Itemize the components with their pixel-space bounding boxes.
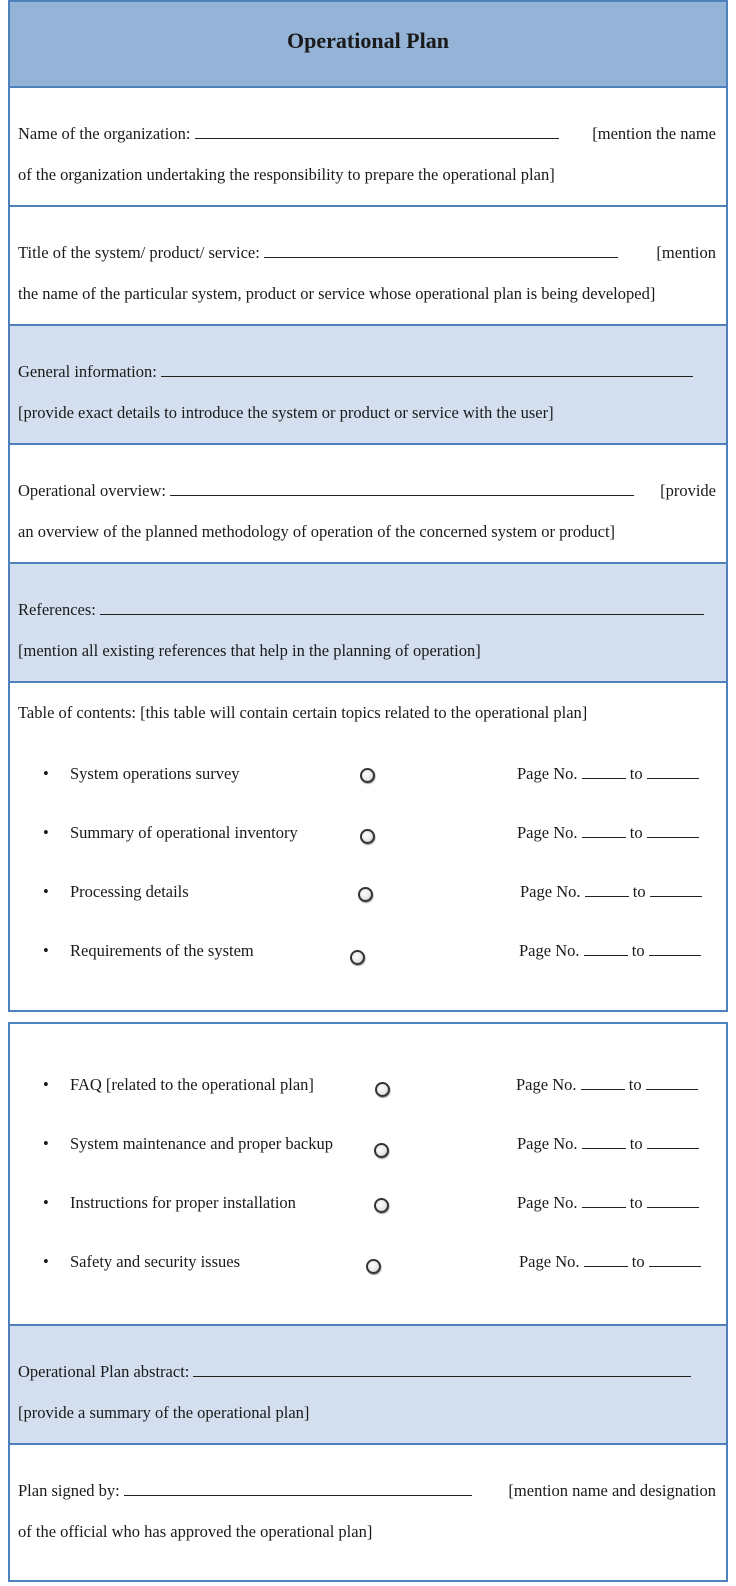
toc-item-label: Processing details bbox=[70, 882, 189, 901]
to-label: to bbox=[629, 1193, 643, 1212]
signed-by-input[interactable] bbox=[124, 1482, 472, 1496]
operational-overview-hint-2: an overview of the planned methodology of operation of the concerned system or product] bbox=[18, 522, 616, 541]
toc-item-label: Requirements of the system bbox=[70, 941, 254, 960]
page-from-input[interactable] bbox=[585, 883, 629, 897]
system-title-hint-1: [mention bbox=[656, 243, 716, 262]
bullet-icon: • bbox=[43, 1134, 49, 1153]
system-title-section bbox=[10, 207, 726, 326]
page-title: Operational Plan bbox=[287, 28, 449, 53]
page-from-input[interactable] bbox=[581, 1076, 625, 1090]
page-label: Page No. bbox=[520, 882, 581, 901]
toc-radio[interactable] bbox=[360, 768, 375, 783]
operational-overview-hint-1: [provide bbox=[660, 481, 716, 500]
to-label: to bbox=[631, 1252, 645, 1271]
form-page-1 bbox=[8, 0, 728, 1012]
page-to-input[interactable] bbox=[647, 824, 699, 838]
signed-by-hint-2: of the official who has approved the operational plan] bbox=[18, 1522, 373, 1541]
organization-section bbox=[10, 88, 726, 207]
page-from-input[interactable] bbox=[582, 1135, 626, 1149]
operational-overview-input[interactable] bbox=[170, 482, 634, 496]
toc-radio[interactable] bbox=[374, 1198, 389, 1213]
page-to-input[interactable] bbox=[647, 1135, 699, 1149]
toc-item-label: Summary of operational inventory bbox=[70, 823, 298, 842]
toc-radio[interactable] bbox=[360, 829, 375, 844]
abstract-label: Operational Plan abstract: bbox=[18, 1362, 190, 1381]
signed-by-section bbox=[10, 1445, 726, 1580]
signed-by-label: Plan signed by: bbox=[18, 1481, 120, 1500]
page-label: Page No. bbox=[516, 1075, 577, 1094]
toc-radio[interactable] bbox=[350, 950, 365, 965]
page-to-input[interactable] bbox=[647, 765, 699, 779]
toc-radio[interactable] bbox=[366, 1259, 381, 1274]
page-from-input[interactable] bbox=[582, 1194, 626, 1208]
general-info-input[interactable] bbox=[161, 363, 693, 377]
page-to-input[interactable] bbox=[647, 1194, 699, 1208]
to-label: to bbox=[629, 764, 643, 783]
bullet-icon: • bbox=[43, 823, 49, 842]
bullet-icon: • bbox=[43, 882, 49, 901]
references-input[interactable] bbox=[100, 601, 704, 615]
bullet-icon: • bbox=[43, 764, 49, 783]
system-title-label: Title of the system/ product/ service: bbox=[18, 243, 260, 262]
toc-item bbox=[10, 823, 726, 847]
organization-input[interactable] bbox=[195, 125, 559, 139]
toc-label: Table of contents: [this table will contain certain topics related to the operational plan] bbox=[18, 703, 588, 722]
page-from-input[interactable] bbox=[584, 1253, 628, 1267]
page-to-input[interactable] bbox=[649, 1253, 701, 1267]
page-label: Page No. bbox=[517, 823, 578, 842]
toc-continued-section bbox=[10, 1024, 726, 1326]
general-info-hint: [provide exact details to introduce the system or product or service with the user] bbox=[18, 403, 554, 422]
toc-item bbox=[10, 941, 726, 965]
to-label: to bbox=[629, 1134, 643, 1153]
page-to-input[interactable] bbox=[650, 883, 702, 897]
system-title-hint-2: the name of the particular system, product or service whose operational plan is being developed] bbox=[18, 284, 656, 303]
page-from-input[interactable] bbox=[584, 942, 628, 956]
organization-hint-2: of the organization undertaking the responsibility to prepare the operational plan] bbox=[18, 165, 555, 184]
organization-label: Name of the organization: bbox=[18, 124, 191, 143]
general-info-label: General information: bbox=[18, 362, 157, 381]
abstract-hint: [provide a summary of the operational plan] bbox=[18, 1403, 310, 1422]
general-info-section bbox=[10, 326, 726, 445]
to-label: to bbox=[631, 941, 645, 960]
toc-item bbox=[10, 1193, 726, 1217]
to-label: to bbox=[629, 823, 643, 842]
references-hint: [mention all existing references that help in the planning of operation] bbox=[18, 641, 481, 660]
page-label: Page No. bbox=[517, 764, 578, 783]
abstract-input[interactable] bbox=[193, 1363, 691, 1377]
toc-item bbox=[10, 764, 726, 788]
page-label: Page No. bbox=[519, 941, 580, 960]
organization-hint-1: [mention the name bbox=[592, 124, 716, 143]
page-to-input[interactable] bbox=[646, 1076, 698, 1090]
abstract-section bbox=[10, 1326, 726, 1445]
to-label: to bbox=[632, 882, 646, 901]
toc-item-label: FAQ [related to the operational plan] bbox=[70, 1075, 314, 1094]
page-label: Page No. bbox=[519, 1252, 580, 1271]
toc-section bbox=[10, 683, 726, 1012]
toc-radio[interactable] bbox=[358, 887, 373, 902]
toc-item bbox=[10, 1134, 726, 1158]
page-to-input[interactable] bbox=[649, 942, 701, 956]
toc-item-label: Instructions for proper installation bbox=[70, 1193, 296, 1212]
page-label: Page No. bbox=[517, 1193, 578, 1212]
page-from-input[interactable] bbox=[582, 765, 626, 779]
form-page-2 bbox=[8, 1022, 728, 1582]
title-bar bbox=[10, 2, 726, 88]
toc-item-label: System maintenance and proper backup bbox=[70, 1134, 333, 1153]
references-section bbox=[10, 564, 726, 683]
page-from-input[interactable] bbox=[582, 824, 626, 838]
bullet-icon: • bbox=[43, 1252, 49, 1271]
to-label: to bbox=[628, 1075, 642, 1094]
toc-item-label: System operations survey bbox=[70, 764, 240, 783]
operational-overview-section bbox=[10, 445, 726, 564]
toc-item bbox=[10, 1252, 726, 1276]
references-label: References: bbox=[18, 600, 96, 619]
toc-item bbox=[10, 1075, 726, 1099]
toc-radio[interactable] bbox=[374, 1143, 389, 1158]
bullet-icon: • bbox=[43, 941, 49, 960]
bullet-icon: • bbox=[43, 1193, 49, 1212]
bullet-icon: • bbox=[43, 1075, 49, 1094]
signed-by-hint-1: [mention name and designation bbox=[508, 1481, 716, 1500]
page-label: Page No. bbox=[517, 1134, 578, 1153]
toc-item-label: Safety and security issues bbox=[70, 1252, 241, 1271]
toc-radio[interactable] bbox=[375, 1082, 390, 1097]
operational-overview-label: Operational overview: bbox=[18, 481, 166, 500]
toc-item bbox=[10, 882, 726, 906]
system-title-input[interactable] bbox=[264, 244, 618, 258]
